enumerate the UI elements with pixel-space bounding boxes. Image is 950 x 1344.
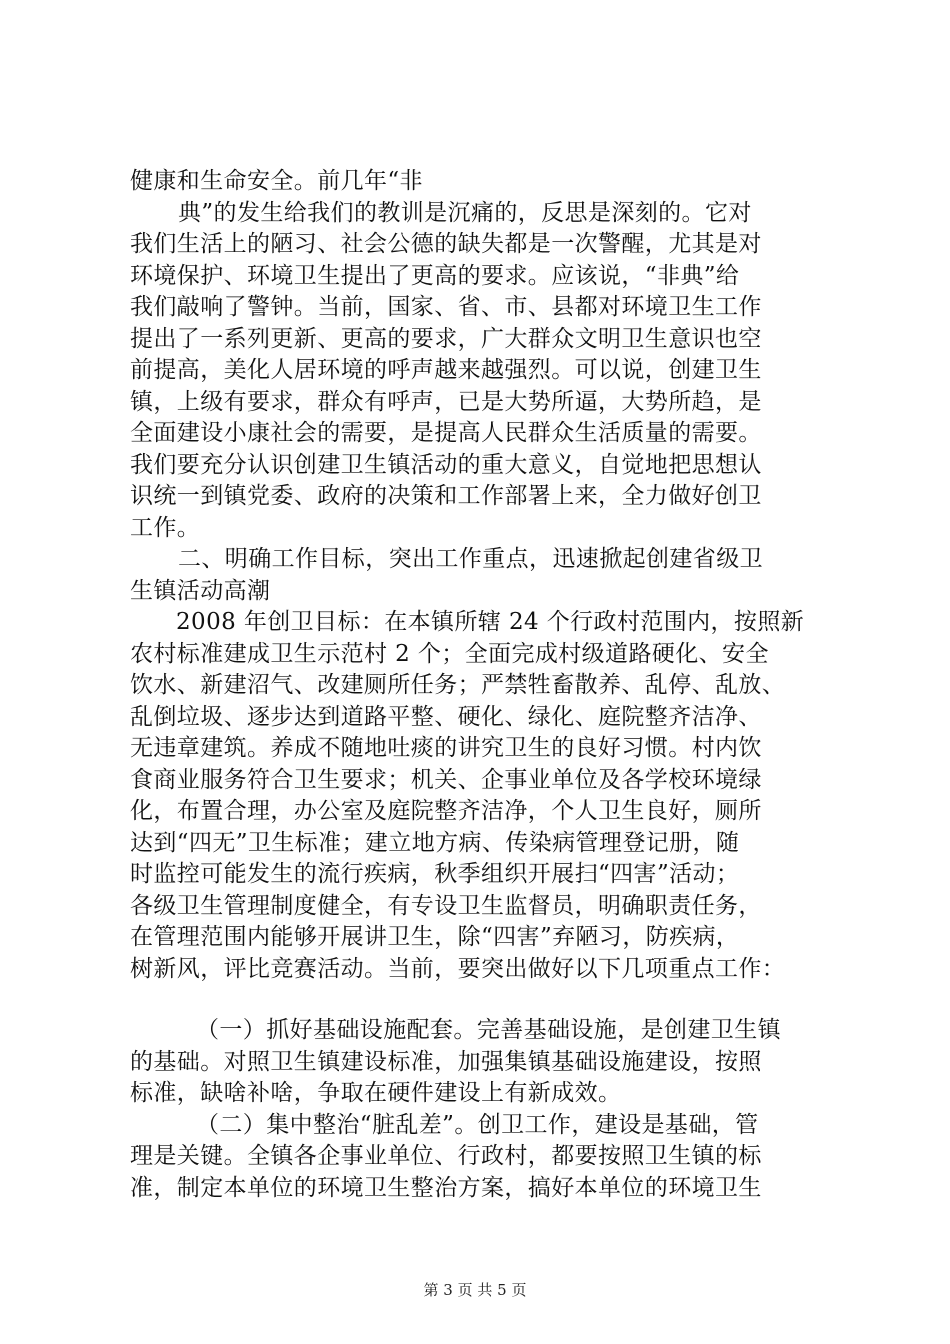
text-line: 无违章建筑。养成不随地吐痰的讲究卫生的良好习惯。村内饮	[130, 735, 762, 761]
text-line: 乱倒垃圾、逐步达到道路平整、硬化、绿化、庭院整齐洁净、	[130, 703, 762, 730]
page-footer: 第 3 页 共 5 页	[423, 1281, 527, 1299]
text-line: （二）集中整治“脏乱差”。创卫工作，建设是基础，管	[196, 1111, 759, 1138]
text-line: 2008 年创卫目标：在本镇所辖 24 个行政村范围内，按照新	[176, 609, 805, 635]
text-line: 我们生活上的陋习、社会公德的缺失都是一次警醒，尤其是对	[130, 231, 762, 257]
text-line: 全面建设小康社会的需要，是提高人民群众生活质量的需要。	[130, 420, 762, 446]
text-line: 镇，上级有要求，群众有呼声，已是大势所逼，大势所趋，是	[130, 388, 762, 415]
text-line: 食商业服务符合卫生要求；机关、企事业单位及各学校环境绿	[130, 766, 762, 793]
text-line: 环境保护、环境卫生提出了更高的要求。应该说，“非典”给	[130, 262, 740, 289]
text-line: 标准，缺啥补啥，争取在硬件建设上有新成效。	[130, 1080, 622, 1106]
text-line: 我们敲响了警钟。当前，国家、省、市、县都对环境卫生工作	[130, 294, 762, 320]
paragraph-gap	[130, 985, 850, 1015]
text-line: 我们要充分认识创建卫生镇活动的重大意义，自觉地把思想认	[130, 451, 762, 478]
text-line: 前提高，美化人居环境的呼声越来越强烈。可以说，创建卫生	[130, 357, 762, 383]
text-line: 树新风，评比竞赛活动。当前，要突出做好以下几项重点工作：	[130, 955, 786, 982]
text-line: 健康和生命安全。前几年“非	[130, 168, 423, 194]
text-line: 理是关键。全镇各企事业单位、行政村，都要按照卫生镇的标	[130, 1143, 762, 1169]
section-heading: 生镇活动高潮	[130, 577, 271, 604]
text-line: 工作。	[130, 514, 201, 541]
text-line: 农村标准建成卫生示范村 2 个；全面完成村级道路硬化、安全	[130, 640, 769, 667]
text-line: 识统一到镇党委、政府的决策和工作部署上来，全力做好创卫	[130, 483, 762, 509]
text-line: 各级卫生管理制度健全，有专设卫生监督员，明确职责任务，	[130, 892, 762, 919]
body-text	[130, 166, 850, 1204]
text-line: 在管理范围内能够开展讲卫生，除“四害”弃陋习，防疾病，	[130, 924, 740, 950]
text-line: 达到“四无”卫生标准；建立地方病、传染病管理登记册，随	[130, 829, 740, 856]
text-line: 提出了一系列更新、更高的要求，广大群众文明卫生意识也空	[130, 325, 762, 352]
text-line: 准，制定本单位的环境卫生整治方案，搞好本单位的环境卫生	[130, 1174, 762, 1201]
text-line: 的基础。对照卫生镇建设标准，加强集镇基础设施建设，按照	[130, 1048, 762, 1075]
section-heading: 二、明确工作目标，突出工作重点，迅速掀起创建省级卫	[178, 546, 763, 572]
text-line: 化，布置合理，办公室及庭院整齐洁净，个人卫生良好，厕所	[130, 798, 762, 824]
text-line: 典”的发生给我们的教训是沉痛的，反思是深刻的。它对	[178, 199, 752, 226]
text-line: （一）抓好基础设施配套。完善基础设施，是创建卫生镇	[196, 1017, 781, 1043]
text-line: 时监控可能发生的流行疾病，秋季组织开展扫“四害”活动；	[130, 861, 740, 887]
text-line: 饮水、新建沼气、改建厕所任务；严禁牲畜散养、乱停、乱放、	[130, 672, 786, 698]
